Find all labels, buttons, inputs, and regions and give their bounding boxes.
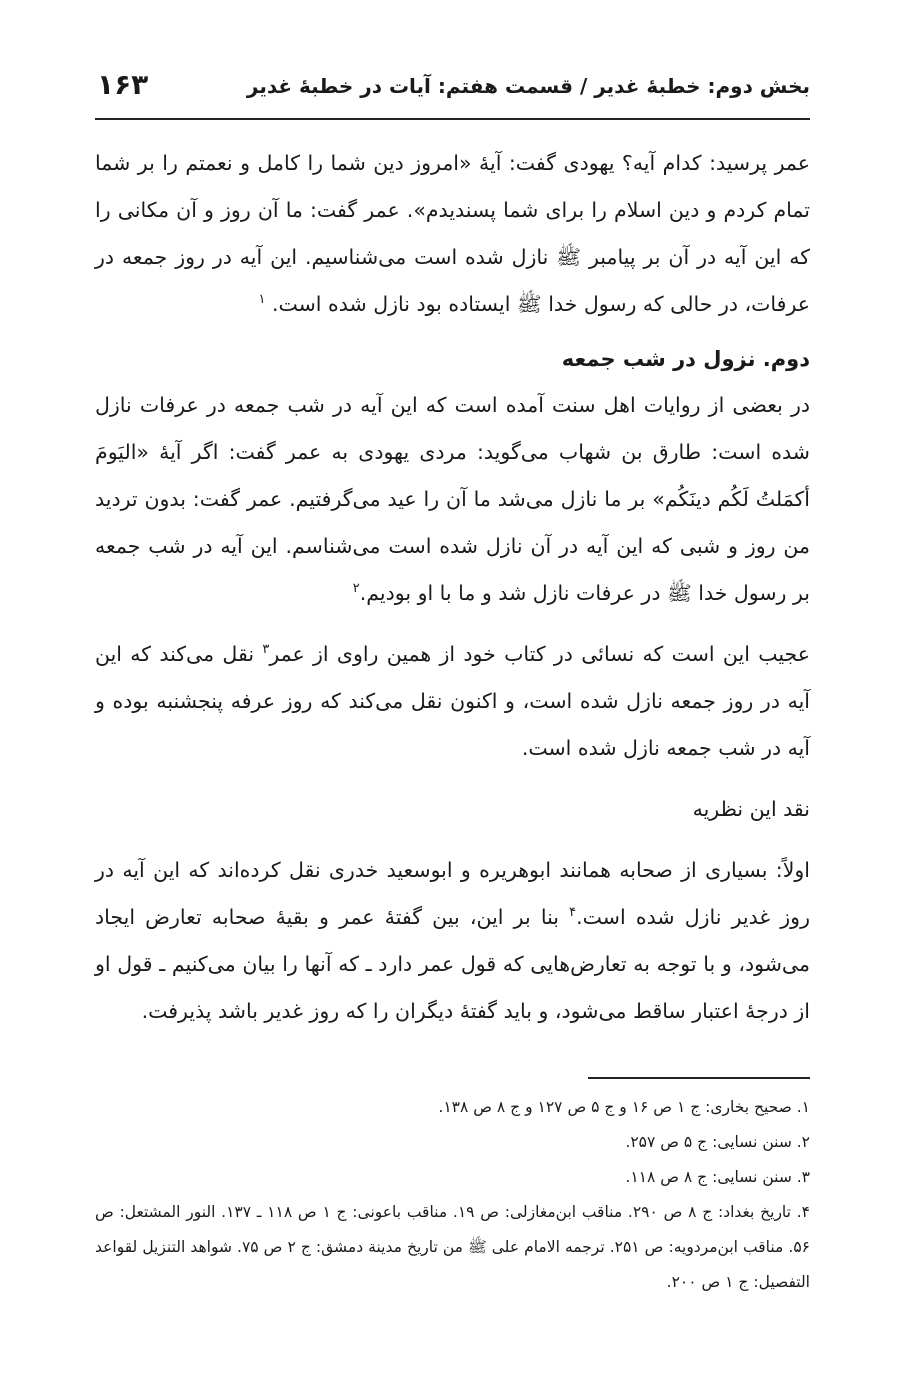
paragraph-3-text-a: عجیب این است که نسائی در کتاب خود از همین راوی از عمر [269, 642, 810, 666]
page-body [95, 140, 810, 1035]
footnote-ref-3: ۳ [262, 642, 270, 658]
paragraph-3-text-b: نقل می‌کند که این آیه در روز جمعه نازل شده است، و اکنون نقل می‌کند که روز عرفه پنجشنبه بوده و آیه در شب جمعه نازل شده است. [95, 642, 810, 760]
section-heading: دوم. نزول در شب جمعه [561, 347, 810, 371]
footnote-3: ۳. سنن نسایی: ج ۸ ص ۱۱۸. [625, 1168, 810, 1186]
paragraph-5 [95, 847, 810, 1035]
paragraph-2-text: در بعضی از روایات اهل سنت آمده است که این آیه در شب جمعه در عرفات نازل شده است: طارق بن شهاب می‌گوید: مردی یهودی به عمر گفت: اگر آیهٔ «الیَومَ أکمَلتُ لَکُم دینَکُم» بر ما نازل می‌شد ما آن را عید می‌گرفتیم. عمر گفت: بدون تردید من روز و شبی که این آیه در آن نازل شده است می‌شناسم. این آیه در شب جمعه بر رسول خدا ﷺ در عرفات نازل شد و ما با او بودیم. [95, 393, 810, 605]
running-title: بخش دوم: خطبهٔ غدیر / قسمت هفتم: آیات در خطبهٔ غدیر [246, 74, 810, 98]
footnote-ref-4: ۴ [569, 905, 577, 921]
paragraph-5-text-a: اولاً: بسیاری از صحابه همانند ابوهریره و ابوسعید خدری نقل کرده‌اند که این آیه در روز غدیر نازل شده است. [95, 858, 810, 929]
footnote-4: ۴. تاریخ بغداد: ج ۸ ص ۲۹۰. مناقب ابن‌مغازلی: ص ۱۹. مناقب باعونی: ج ۱ ص ۱۱۸ ـ ۱۳۷. النور المشتعل: ص ۵۶. مناقب ابن‌مردویه: ص ۲۵۱. ترجمه الامام علی ﷺ من تاریخ مدینة دمشق: ج ۲ ص ۷۵. شواهد التنزیل لقواعد التفصیل: ج ۱ ص ۲۰۰. [95, 1203, 811, 1291]
footnote-divider [588, 1077, 810, 1079]
footnote-2: ۲. سنن نسایی: ج ۵ ص ۲۵۷. [625, 1133, 810, 1151]
footnotes [95, 1090, 810, 1300]
paragraph-1-text: عمر پرسید: کدام آیه؟ یهودی گفت: آیهٔ «امروز دین شما را کامل و نعمتم را بر شما تمام کردم و دین اسلام را برای شما پسندیدم». عمر گفت: ما آن روز و آن مکانی را که این آیه در آن بر پیامبر ﷺ نازل شده است می‌شناسیم. این آیه در روز جمعه در عرفات، در حالی که رسول خدا ﷺ ایستاده بود نازل شده است. [95, 151, 810, 316]
paragraph-4: نقد این نظریه [692, 797, 810, 821]
book-page [95, 0, 810, 1390]
footnote-ref-1: ۱ [258, 292, 266, 308]
paragraph-2 [95, 382, 810, 617]
footnote-1: ۱. صحیح بخاری: ج ۱ ص ۱۶ و ج ۵ ص ۱۲۷ و ج ۸ ص ۱۳۸. [438, 1098, 810, 1116]
paragraph-1 [95, 140, 810, 328]
page-header [95, 66, 810, 120]
footnote-ref-2: ۲ [352, 581, 360, 597]
paragraph-3 [95, 631, 810, 772]
page-number: ۱۶۳ [97, 68, 149, 101]
paragraph-5-text-b: بنا بر این، بین گفتهٔ عمر و بقیهٔ صحابه تعارض ایجاد می‌شود، و با توجه به تعارض‌هایی که قول عمر دارد ـ که آنها را بیان می‌کنیم ـ قول او از درجهٔ اعتبار ساقط می‌شود، و باید گفتهٔ دیگران را که روز غدیر باشد پذیرفت. [95, 905, 810, 1023]
